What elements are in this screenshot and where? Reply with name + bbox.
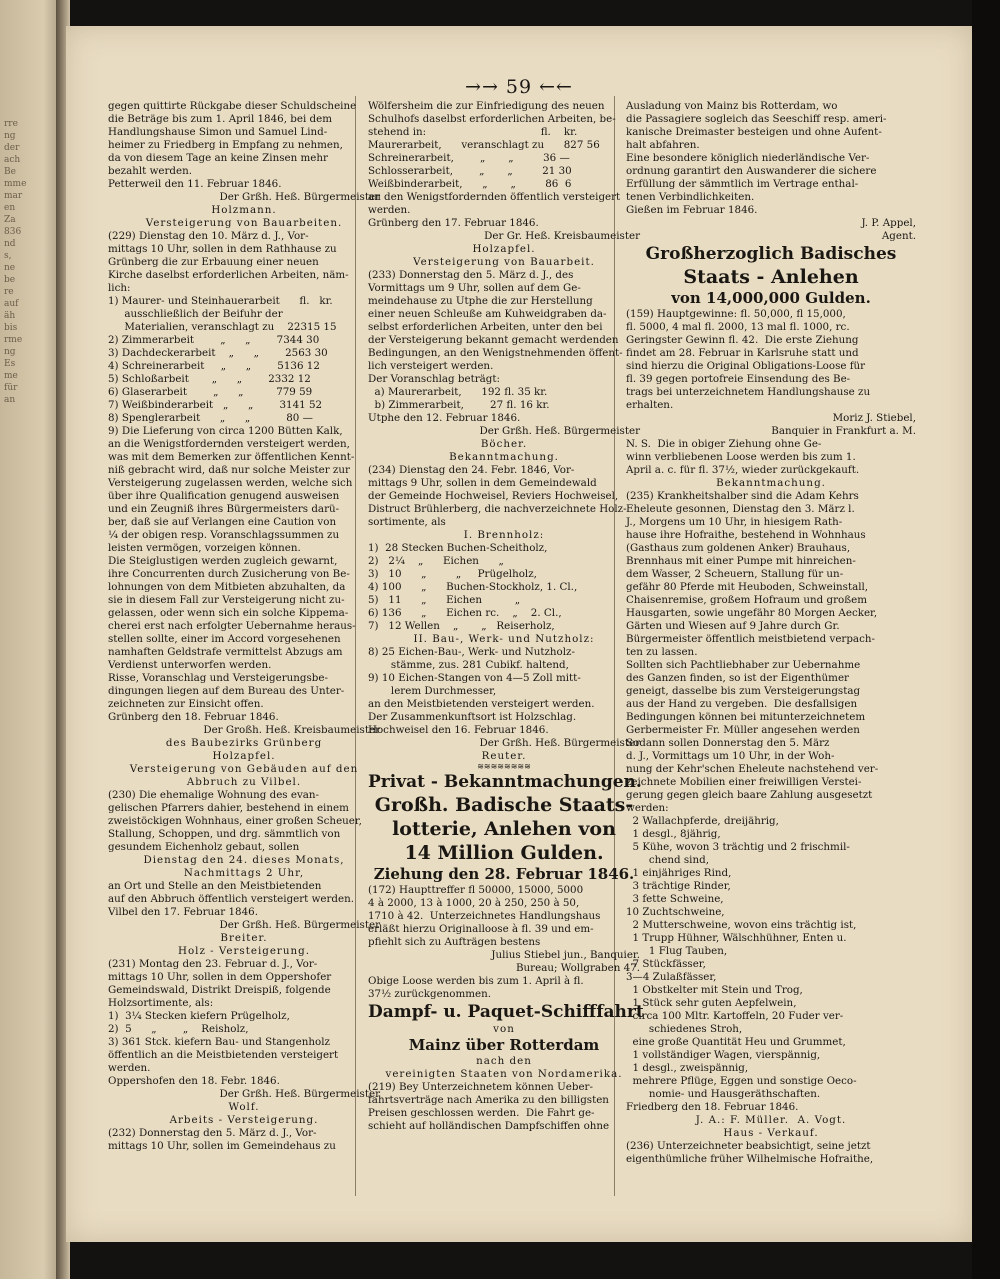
text-line: Die Steiglustigen werden zugleich gewarnt, xyxy=(108,555,338,567)
text-line: Schreinerarbeit, „ „ 36 — xyxy=(368,152,570,164)
text-line: sortimente, als xyxy=(368,516,446,528)
text-line: (159) Hauptgewinne: fl. 50,000, fl 15,000, xyxy=(626,308,846,320)
text-line: J. P. Appel, xyxy=(861,217,916,229)
text-line: Der Grßh. Heß. Bürgermeister xyxy=(479,425,640,437)
text-line: April a. c. für fl. 37½, wieder zurückgekauft. xyxy=(626,464,860,476)
text-line: ber, daß sie auf Verlangen eine Caution von xyxy=(108,516,337,528)
text-line: Hausgarten, sowie ungefähr 80 Morgen Aecker, xyxy=(626,607,878,619)
text-line: eigenthümliche früher Wilhelmische Hofraithe, xyxy=(626,1153,874,1165)
text-line: 2) 2¼ „ Eichen „ xyxy=(368,555,504,567)
text-line: 3 fette Schweine, xyxy=(626,893,724,905)
text-line: Bedingungen, an den Wenigstnehmenden öffent- xyxy=(368,347,623,359)
text-line: Grünberg den 17. Februar 1846. xyxy=(368,217,539,229)
text-line: Breiter. xyxy=(220,932,268,944)
text-line: 1710 à 42. Unterzeichnetes Handlungshaus xyxy=(368,910,601,922)
text-line: 8) 25 Eichen-Bau-, Werk- und Nutzholz- xyxy=(368,646,575,658)
text-line: a) Maurerarbeit, 192 fl. 35 kr. xyxy=(368,386,548,398)
text-line: (229) Dienstag den 10. März d. J., Vor- xyxy=(108,230,309,242)
text-line: Abbruch zu Vilbel. xyxy=(186,776,302,788)
text-line: 2 Mutterschweine, wovon eins trächtig ist, xyxy=(626,919,857,931)
text-line: Sodann sollen Donnerstag den 5. März xyxy=(626,737,830,749)
previous-page-edge xyxy=(0,0,62,1279)
text-line: fl. 5000, 4 mal fl. 2000, 13 mal fl. 1000, rc. xyxy=(626,321,850,333)
text-line: 3—4 Zulaßfässer, xyxy=(626,971,717,983)
text-line: (235) Krankheitshalber sind die Adam Kehrs xyxy=(626,490,859,502)
text-line: (230) Die ehemalige Wohnung des evan- xyxy=(108,789,320,801)
text-line: (231) Montag den 23. Februar d. J., Vor- xyxy=(108,958,318,970)
text-line: erhalten. xyxy=(626,399,674,411)
text-line: Gerbermeister Fr. Müller angesehen werden xyxy=(626,724,860,736)
text-line: Staats - Anlehen xyxy=(683,266,859,288)
text-line: Reuter. xyxy=(481,750,527,762)
text-line: gelassen, oder wenn sich ein solche Kippema- xyxy=(108,607,349,619)
text-line: auf den Abbruch öffentlich versteigert werden. xyxy=(108,893,355,905)
text-line: 3 trächtige Rinder, xyxy=(626,880,731,892)
text-line: 1 einjähriges Rind, xyxy=(626,867,732,879)
text-line: Erfüllung der sämmtlich im Vertrage enthal- xyxy=(626,178,859,190)
text-line: Nachmittags 2 Uhr, xyxy=(183,867,305,879)
text-line: (172) Haupttreffer fl 50000, 15000, 5000 xyxy=(368,884,584,896)
text-line: J., Morgens um 10 Uhr, in hiesigem Rath- xyxy=(626,516,843,528)
text-line: lotterie, Anlehen von xyxy=(392,818,616,840)
text-line: Der Großh. Heß. Kreisbaumeister xyxy=(203,724,380,736)
text-line: Bekanntmachung. xyxy=(716,477,826,489)
text-line: sind hierzu die Original Obligations-Loose für xyxy=(626,360,866,372)
text-line: cherei erst nach erfolgter Uebernahme heraus- xyxy=(108,620,356,632)
text-line: dem Wasser, 2 Scheuern, Stallung für un- xyxy=(626,568,844,580)
text-line: Stallung, Schoppen, und drg. sämmtlich von xyxy=(108,828,341,840)
text-line: Holzmann. xyxy=(211,204,277,216)
text-line: 1) 28 Stecken Buchen-Scheitholz, xyxy=(368,542,548,554)
text-line: des Ganzen finden, so ist der Eigenthümer xyxy=(626,672,849,684)
text-line: leisten vermögen, vorzeigen können. xyxy=(108,542,301,554)
text-line: 3) Dachdeckerarbeit „ „ 2563 30 xyxy=(108,347,328,359)
text-line: (219) Bey Unterzeichnetem können Ueber- xyxy=(368,1081,593,1093)
text-line: schieht auf holländischen Dampfschiffen ohne xyxy=(368,1120,610,1132)
text-line: Agent. xyxy=(881,230,916,242)
bleed-through-text: rre ng der ach Be mme mar en Za 836 nd s, ne be re auf äh bis rme ng Es me für an xyxy=(4,119,27,405)
text-line: 1 vollständiger Wagen, vierspännig, xyxy=(626,1049,821,1061)
text-line: Hochweisel den 16. Februar 1846. xyxy=(368,724,549,736)
text-line: 4 à 2000, 13 à 1000, 20 à 250, 250 à 50, xyxy=(368,897,580,909)
text-line: gelischen Pfarrers dahier, bestehend in einem xyxy=(108,802,349,814)
text-line: zeichnete Mobilien einer freiwilligen Verstei- xyxy=(626,776,862,788)
text-line: tenen Verbindlichkeiten. xyxy=(626,191,755,203)
text-line: winn verbliebenen Loose werden bis zum 1. xyxy=(626,451,856,463)
text-line: Der Grßh. Heß. Bürgermeister xyxy=(479,737,640,749)
text-line: Böcher. xyxy=(480,438,528,450)
text-line: 1) Maurer- und Steinhauerarbeit fl. kr. xyxy=(108,295,333,307)
text-line: I. Brennholz: xyxy=(463,529,545,541)
text-line: Oppershofen den 18. Febr. 1846. xyxy=(108,1075,280,1087)
text-line: gefähr 80 Pferde mit Heuboden, Schweinstall, xyxy=(626,581,869,593)
text-line: 1 Stück sehr guten Aepfelwein, xyxy=(626,997,797,1009)
text-line: nach den xyxy=(476,1055,532,1067)
text-line: hause ihre Hofraithe, bestehend in Wohnhaus xyxy=(626,529,866,541)
text-line: nomie- und Hausgeräthschaften. xyxy=(626,1088,821,1100)
text-line: selbst erforderlichen Arbeiten, unter den bei xyxy=(368,321,603,333)
text-line: der Versteigerung bekannt gemacht werdenden xyxy=(368,334,619,346)
text-line: Bureau; Wollgraben 47. xyxy=(515,962,640,974)
text-line: und ein Zeugniß ihres Bürgermeisters darü- xyxy=(108,503,340,515)
text-line: niß gebracht wird, daß nur solche Meister zur xyxy=(108,464,350,476)
text-line: Bekanntmachung. xyxy=(449,451,559,463)
text-line: gesundem Eichenholz gebaut, sollen xyxy=(108,841,300,853)
text-line: fl. 39 gegen portofreie Einsendung des Be- xyxy=(626,373,851,385)
text-line: bezahlt werden. xyxy=(108,165,193,177)
text-line: Haus - Verkauf. xyxy=(723,1127,819,1139)
text-line: 6) Glaserarbeit „ „ 779 59 xyxy=(108,386,313,398)
text-line: ten zu lassen. xyxy=(626,646,698,658)
text-line: nung der Kehr'schen Eheleute nachstehend ver- xyxy=(626,763,879,775)
text-line: die Passagiere sogleich das Seeschiff resp. ameri- xyxy=(626,113,887,125)
text-line: kanische Dreimaster besteigen und ohne Aufent- xyxy=(626,126,882,138)
text-line: heimer zu Friedberg in Empfang zu nehmen, xyxy=(108,139,343,151)
column-right xyxy=(626,100,916,1166)
text-line: Holz - Versteigerung. xyxy=(178,945,310,957)
text-line: an die Wenigstfordernden versteigert werden, xyxy=(108,438,350,450)
text-line: Versteigerung von Gebäuden auf den xyxy=(129,763,359,775)
text-line: Der Gr. Heß. Kreisbaumeister xyxy=(484,230,640,242)
text-line: mittags 10 Uhr, sollen im Gemeindehaus zu xyxy=(108,1140,336,1152)
text-line: II. Bau-, Werk- und Nutzholz: xyxy=(413,633,595,645)
text-line: über ihre Qualification genugend ausweisen xyxy=(108,490,340,502)
text-line: an den Meistbietenden versteigert werden. xyxy=(368,698,595,710)
text-line: Preisen geschlossen werden. Die Fahrt ge- xyxy=(368,1107,595,1119)
text-line: 2) 5 „ „ Reisholz, xyxy=(108,1023,249,1035)
text-line: Versteigerung zugelassen werden, welche sich xyxy=(108,477,353,489)
text-line: Eheleute gesonnen, Dienstag den 3. März l. xyxy=(626,503,855,515)
text-line: ¼ der obigen resp. Voranschlagssummen zu xyxy=(108,529,340,541)
text-line: lich: xyxy=(108,282,131,294)
text-line: aus der Hand zu vergeben. Die desfallsigen xyxy=(626,698,858,710)
text-line: 9) 10 Eichen-Stangen von 4—5 Zoll mitt- xyxy=(368,672,581,684)
text-line: Obige Loose werden bis zum 1. April à fl. xyxy=(368,975,584,987)
text-line: 7) 12 Wellen „ „ Reiserholz, xyxy=(368,620,555,632)
text-line: 5) Schloßarbeit „ „ 2332 12 xyxy=(108,373,311,385)
text-line: Maurerarbeit, veranschlagt zu 827 56 xyxy=(368,139,600,151)
text-line: Versteigerung von Bauarbeiten. xyxy=(145,217,343,229)
text-line: werden. xyxy=(108,1062,151,1074)
text-line: stellen sollte, einer im Accord vorgesehenen xyxy=(108,633,341,645)
text-line: Moriz J. Stiebel, xyxy=(832,412,916,424)
text-line: vereinigten Staaten von Nordamerika. xyxy=(385,1068,623,1080)
text-line: 2) Zimmerarbeit „ „ 7344 30 xyxy=(108,334,320,346)
column-middle xyxy=(368,100,644,1133)
text-line: 3) 10 „ „ Prügelholz, xyxy=(368,568,537,580)
text-line: N. S. Die in obiger Ziehung ohne Ge- xyxy=(626,438,822,450)
text-line: Julius Stiebel jun., Banquier. xyxy=(491,949,640,961)
text-line: 1 desgl., 8jährig, xyxy=(626,828,721,840)
text-line: (233) Donnerstag den 5. März d. J., des xyxy=(368,269,574,281)
text-line: b) Zimmerarbeit, 27 fl. 16 kr. xyxy=(368,399,550,411)
text-line: 1) 3¼ Stecken kiefern Prügelholz, xyxy=(108,1010,290,1022)
text-line: Holzapfel. xyxy=(472,243,536,255)
text-line: Banquier in Frankfurt a. M. xyxy=(771,425,916,437)
text-line: Handlungshause Simon und Samuel Lind- xyxy=(108,126,328,138)
text-line: Sollten sich Pachtliebhaber zur Uebernahme xyxy=(626,659,861,671)
text-line: Eine besondere königlich niederländische Ver- xyxy=(626,152,870,164)
text-line: pfiehlt sich zu Aufträgen bestens xyxy=(368,936,541,948)
text-line: Schulhofs daselbst erforderlichen Arbeiten, be- xyxy=(368,113,616,125)
text-line: 37½ zurückgenommen. xyxy=(368,988,492,1000)
text-line: ausschließlich der Beifuhr der xyxy=(108,308,283,320)
text-line: werden: xyxy=(626,802,669,814)
text-line: Verdienst unterworfen werden. xyxy=(108,659,272,671)
document-page xyxy=(66,26,972,1242)
column-left xyxy=(108,100,380,1153)
text-line: lohnungen von dem Mitbieten abzuhalten, da xyxy=(108,581,346,593)
text-line: Geringster Gewinn fl. 42. Die erste Ziehung xyxy=(626,334,859,346)
text-line: 7) Weißbinderarbeit „ „ 3141 52 xyxy=(108,399,323,411)
text-line: Chaisenremise, großem Hofraum und großem xyxy=(626,594,867,606)
text-line: da von diesem Tage an keine Zinsen mehr xyxy=(108,152,328,164)
text-line: Wolf. xyxy=(228,1101,260,1113)
text-line: mittags 10 Uhr, sollen in dem Rathhause zu xyxy=(108,243,337,255)
text-line: Versteigerung von Bauarbeit. xyxy=(413,256,595,268)
text-line: Friedberg den 18. Februar 1846. xyxy=(626,1101,799,1113)
text-line: Grünberg den 18. Februar 1846. xyxy=(108,711,279,723)
text-line: Gießen im Februar 1846. xyxy=(626,204,758,216)
text-line: Der Grßh. Heß. Bürgermeister xyxy=(219,191,380,203)
text-line: namhaften Geldstrafe vermittelst Abzugs am xyxy=(108,646,343,658)
text-line: lich versteigert werden. xyxy=(368,360,494,372)
text-line: des Baubezirks Grünberg xyxy=(165,737,323,749)
text-line: Utphe den 12. Februar 1846. xyxy=(368,412,521,424)
text-line: Gemeindswald, Distrikt Dreispiß, folgende xyxy=(108,984,331,996)
text-line: Der Grßh. Heß. Bürgermeister xyxy=(219,1088,380,1100)
text-line: findet am 28. Februar in Karlsruhe statt und xyxy=(626,347,859,359)
text-line: mittags 10 Uhr, sollen in dem Oppershofer xyxy=(108,971,332,983)
text-line: Mainz über Rotterdam xyxy=(408,1036,600,1054)
text-line: dingungen liegen auf dem Bureau des Unter- xyxy=(108,685,345,697)
text-line: Holzsortimente, als: xyxy=(108,997,214,1009)
text-line: Bürgermeister öffentlich meistbietend verpach- xyxy=(626,633,875,645)
text-line: (236) Unterzeichneter beabsichtigt, seine jetzt xyxy=(626,1140,871,1152)
text-line: Schlosserarbeit, „ „ 21 30 xyxy=(368,165,572,177)
text-line: Dienstag den 24. dieses Monats, xyxy=(143,854,345,866)
page-number: →→ 59 ←← xyxy=(465,76,573,98)
text-line: 4) Schreinerarbeit „ „ 5136 12 xyxy=(108,360,320,372)
text-line: Petterweil den 11. Februar 1846. xyxy=(108,178,282,190)
text-line: d. J., Vormittags um 10 Uhr, in der Woh- xyxy=(626,750,835,762)
text-line: halt abfahren. xyxy=(626,139,700,151)
text-line: 10 Zuchtschweine, xyxy=(626,906,725,918)
text-line: Brennhaus mit einer Pumpe mit hinreichen- xyxy=(626,555,856,567)
text-line: gegen quittirte Rückgabe dieser Schuldscheine xyxy=(108,100,357,112)
text-line: sie in diesem Fall zur Versteigerung nicht zu- xyxy=(108,594,345,606)
text-line: Großherzoglich Badisches xyxy=(645,244,897,264)
text-line: lerem Durchmesser, xyxy=(368,685,497,697)
text-line: erläßt hierzu Originalloose à fl. 39 und em- xyxy=(368,923,594,935)
text-line: Vormittags um 9 Uhr, sollen auf dem Ge- xyxy=(368,282,581,294)
text-line: von 14,000,000 Gulden. xyxy=(671,289,871,307)
text-line: Ziehung den 28. Februar 1846. xyxy=(373,865,635,883)
text-line: ≋≋≋≋≋≋≋≋ xyxy=(477,762,531,771)
text-line: 1 Flug Tauben, xyxy=(626,945,728,957)
text-line: eine große Quantität Heu und Grummet, xyxy=(626,1036,846,1048)
text-line: gerung gegen gleich baare Zahlung ausgesetzt xyxy=(626,789,873,801)
text-line: Holzapfel. xyxy=(212,750,276,762)
text-line: Weißbinderarbeit, „ „ 86 6 xyxy=(368,178,572,190)
text-line: 14 Million Gulden. xyxy=(404,842,604,864)
text-line: 8) Spenglerarbeit „ „ 80 — xyxy=(108,412,313,424)
text-line: schiedenes Stroh, xyxy=(626,1023,743,1035)
text-line: 4) 100 „ Buchen-Stockholz, 1. Cl., xyxy=(368,581,578,593)
text-line: ihre Concurrenten durch Zusicherung von Be- xyxy=(108,568,350,580)
text-line: Materialien, veranschlagt zu 22315 15 xyxy=(108,321,337,333)
text-line: was mit dem Bemerken zur öffentlichen Kennt- xyxy=(108,451,355,463)
text-line: 1 Trupp Hühner, Wälschhühner, Enten u. xyxy=(626,932,847,944)
text-line: Gärten und Wiesen auf 9 Jahre durch Gr. xyxy=(626,620,840,632)
text-line: meindehause zu Utphe die zur Herstellung xyxy=(368,295,593,307)
text-line: Privat - Bekanntmachungen. xyxy=(368,772,642,792)
text-line: stehend in: fl. kr. xyxy=(368,126,578,138)
text-line: 2 Wallachpferde, dreijährig, xyxy=(626,815,779,827)
text-line: Arbeits - Versteigerung. xyxy=(169,1114,319,1126)
text-line: mittags 9 Uhr, sollen in dem Gemeindewald xyxy=(368,477,597,489)
text-line: chend sind, xyxy=(626,854,709,866)
text-line: circa 100 Mltr. Kartoffeln, 20 Fuder ver- xyxy=(626,1010,844,1022)
text-line: an den Wenigstfordernden öffentlich versteigert xyxy=(368,191,621,203)
text-line: 3) 361 Stck. kiefern Bau- und Stangenholz xyxy=(108,1036,330,1048)
text-line: (Gasthaus zum goldenen Anker) Brauhaus, xyxy=(626,542,851,554)
text-line: werden. xyxy=(368,204,411,216)
text-line: Der Grßh. Heß. Bürgermeister xyxy=(219,919,380,931)
text-line: Großh. Badische Staats- xyxy=(374,794,634,816)
text-line: stämme, zus. 281 Cubikf. haltend, xyxy=(368,659,569,671)
text-line: 5) 11 „ Eichen „ xyxy=(368,594,521,606)
text-line: Wölfersheim die zur Einfriedigung des neuen xyxy=(368,100,605,112)
text-line: Dampf- u. Paquet-Schifffahrt xyxy=(368,1002,644,1022)
text-line: zweistöckigen Wohnhaus, einer großen Scheuer, xyxy=(108,815,362,827)
text-line: (234) Dienstag den 24. Febr. 1846, Vor- xyxy=(368,464,575,476)
scan-border xyxy=(972,0,1000,1279)
text-line: ordnung garantirt den Auswanderer die sichere xyxy=(626,165,877,177)
text-line: Vilbel den 17. Februar 1846. xyxy=(108,906,258,918)
text-line: öffentlich an die Meistbietenden versteigert xyxy=(108,1049,339,1061)
text-line: geneigt, dasselbe bis zum Versteigerungstag xyxy=(626,685,861,697)
text-line: Grünberg die zur Erbauung einer neuen xyxy=(108,256,319,268)
text-line: die Beträge bis zum 1. April 1846, bei dem xyxy=(108,113,332,125)
text-line: 7 Stückfässer, xyxy=(626,958,706,970)
text-line: an Ort und Stelle an den Meistbietenden xyxy=(108,880,322,892)
text-line: einer neuen Schleuße am Kuhweidgraben da- xyxy=(368,308,607,320)
text-line: fahrtsverträge nach Amerika zu den billigsten xyxy=(368,1094,609,1106)
text-line: Der Zusammenkunftsort ist Holzschlag. xyxy=(368,711,577,723)
text-line: 1 desgl., zweispännig, xyxy=(626,1062,749,1074)
text-line: 1 Obstkelter mit Stein und Trog, xyxy=(626,984,803,996)
text-line: zeichneten zur Einsicht offen. xyxy=(108,698,264,710)
text-line: Der Voranschlag beträgt: xyxy=(368,373,500,385)
text-line: Bedingungen können bei mitunterzeichnetem xyxy=(626,711,866,723)
text-line: der Gemeinde Hochweisel, Reviers Hochweisel, xyxy=(368,490,619,502)
text-line: J. A.: F. Müller. A. Vogt. xyxy=(695,1114,847,1126)
text-line: Ausladung von Mainz bis Rotterdam, wo xyxy=(626,100,838,112)
text-line: von xyxy=(493,1023,515,1035)
text-line: (232) Donnerstag den 5. März d. J., Vor- xyxy=(108,1127,317,1139)
text-line: trags bei unterzeichnetem Handlungshause zu xyxy=(626,386,871,398)
text-line: 5 Kühe, wovon 3 trächtig und 2 frischmil- xyxy=(626,841,850,853)
text-line: mehrere Pflüge, Eggen und sonstige Oeco- xyxy=(626,1075,857,1087)
text-line: Risse, Voranschlag und Versteigerungsbe- xyxy=(108,672,328,684)
text-line: Distruct Brühlerberg, die nachverzeichnete Holz- xyxy=(368,503,627,515)
text-line: Kirche daselbst erforderlichen Arbeiten, näm- xyxy=(108,269,349,281)
text-line: 9) Die Lieferung von circa 1200 Bütten Kalk, xyxy=(108,425,343,437)
text-line: 6) 136 „ Eichen rc. „ 2. Cl., xyxy=(368,607,562,619)
